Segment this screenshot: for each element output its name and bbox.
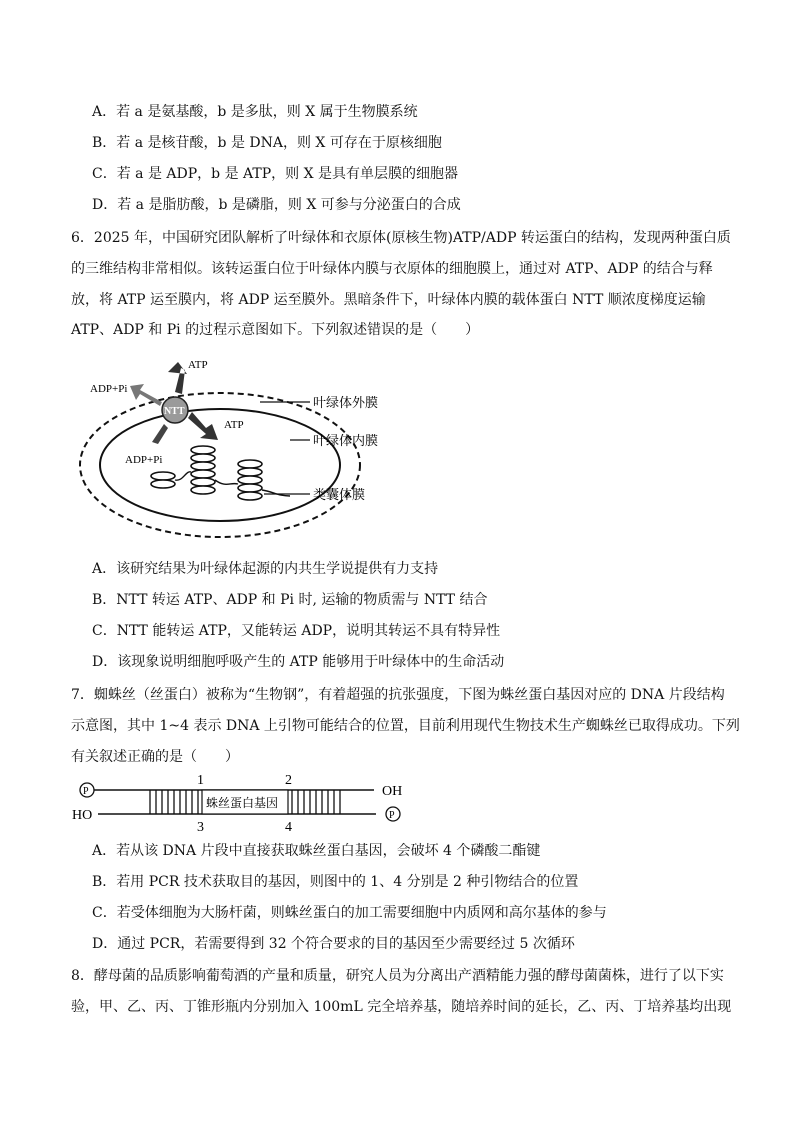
- ntt-label: NTT: [164, 406, 185, 417]
- q6-stem-line-4: ATP、ADP 和 Pi 的过程示意图如下。下列叙述错误的是（ ）: [71, 322, 480, 338]
- phosphate-label-left: P: [83, 786, 89, 797]
- q6-stem-line-2: 的三维结构非常相似。该转运蛋白位于叶绿体内膜与衣原体的细胞膜上，通过对 ATP、ADP 的结合与释: [71, 261, 713, 277]
- primer-site-4: 4: [285, 820, 292, 834]
- q7-stem-line-1: 7．蜘蛛丝（丝蛋白）被称为“生物钢”，有着超强的抗张强度，下图为蛛丝蛋白基因对应的 DNA 片段结构: [71, 687, 725, 703]
- phosphate-label-right: P: [389, 810, 395, 821]
- outer-membrane-label: 叶绿体外膜: [313, 395, 379, 410]
- q6-option-c: C．NTT 能转运 ATP，又能转运 ADP，说明其转运不具有特异性: [92, 623, 501, 639]
- atp-top-label: ATP: [188, 359, 208, 371]
- adp-outward-arrow-body: [152, 424, 168, 444]
- q7-option-c: C．若受体细胞为大肠杆菌，则蛛丝蛋白的加工需要细胞中内质网和高尔基体的参与: [92, 905, 607, 921]
- q7-stem-line-2: 示意图，其中 1~4 表示 DNA 上引物可能结合的位置，目前利用现代生物技术生产蜘蛛丝已取得成功。下列: [71, 718, 740, 734]
- q5-option-c: C．若 a 是 ADP，b 是 ATP，则 X 是具有单层膜的细胞器: [92, 166, 458, 182]
- q5-option-d: D．若 a 是脂肪酸，b 是磷脂，则 X 可参与分泌蛋白的合成: [92, 197, 461, 213]
- q6-option-a: A．该研究结果为叶绿体起源的内共生学说提供有力支持: [92, 561, 439, 577]
- q6-stem-line-1: 6．2025 年，中国研究团队解析了叶绿体和衣原体(原核生物)ATP/ADP 转运蛋白的结构，发现两种蛋白质: [71, 230, 731, 246]
- primer-site-2: 2: [285, 773, 292, 788]
- primer-site-1: 1: [197, 773, 204, 788]
- primer-site-3: 3: [197, 820, 204, 834]
- stroma-lamella-2: [215, 480, 238, 484]
- q8-stem-line-1: 8．酵母菌的品质影响葡萄酒的产量和质量，研究人员为分离出产酒精能力强的酵母菌菌株，进行了以下实: [71, 968, 724, 984]
- adp-outward-arrow: [130, 384, 162, 406]
- q7-option-d: D．通过 PCR，若需要得到 32 个符合要求的目的基因至少需要经过 5 次循环: [92, 936, 575, 952]
- ho-label: HO: [72, 808, 93, 823]
- q5-option-a: A．若 a 是氨基酸，b 是多肽，则 X 属于生物膜系统: [92, 104, 418, 120]
- q6-option-d: D．该现象说明细胞呼吸产生的 ATP 能够用于叶绿体中的生命活动: [92, 654, 505, 670]
- thylakoid-stacks: [151, 446, 262, 500]
- q7-option-b: B．若用 PCR 技术获取目的基因，则图中的 1、4 分别是 2 种引物结合的位置: [92, 874, 579, 890]
- atp-inward-arrow: [168, 362, 187, 394]
- dna-fragment-diagram: [70, 770, 420, 834]
- stroma-lamella-1: [175, 472, 191, 480]
- stroma-lamella-3: [262, 490, 290, 496]
- atp-inner-label: ATP: [224, 419, 244, 431]
- q8-stem-line-2: 验，甲、乙、丙、丁锥形瓶内分别加入 100mL 完全培养基，随培养时间的延长，乙、丙、丁培养基均出现: [71, 999, 732, 1015]
- q6-stem-line-3: 放，将 ATP 运至膜内，将 ADP 运至膜外。黑暗条件下，叶绿体内膜的载体蛋白 NTT 顺浓度梯度运输: [71, 292, 706, 308]
- gene-label: 蛛丝蛋白基因: [206, 796, 279, 810]
- thylakoid-label: 类囊体膜: [313, 487, 366, 502]
- q6-option-b: B．NTT 转运 ATP、ADP 和 Pi 时, 运输的物质需与 NTT 结合: [92, 592, 488, 608]
- chloroplast-ntt-diagram: [78, 350, 398, 550]
- atp-inward-arrow-tail: [188, 412, 218, 440]
- outer-membrane-shape: [80, 393, 360, 537]
- inner-membrane-label: 叶绿体内膜: [313, 433, 379, 448]
- q5-option-b: B．若 a 是核苷酸，b 是 DNA，则 X 可存在于原核细胞: [92, 135, 442, 151]
- q7-stem-line-3: 有关叙述正确的是（ ）: [71, 749, 239, 765]
- base-pairs-left: [150, 790, 198, 814]
- base-pairs-right: [292, 790, 340, 814]
- adp-pi-inner-label: ADP+Pi: [125, 454, 163, 466]
- adp-pi-left-label: ADP+Pi: [90, 383, 128, 395]
- q7-option-a: A．若从该 DNA 片段中直接获取蛛丝蛋白基因，会破坏 4 个磷酸二酯键: [92, 843, 541, 859]
- oh-label: OH: [382, 784, 403, 799]
